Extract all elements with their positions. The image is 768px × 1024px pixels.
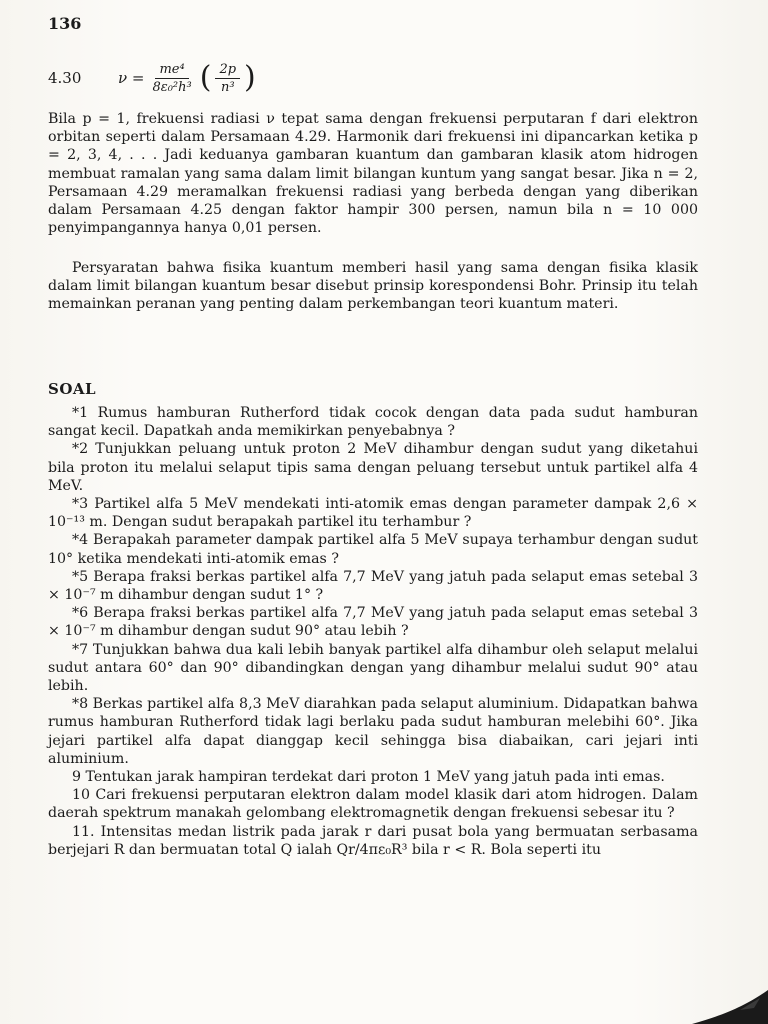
left-paren: ( bbox=[199, 60, 212, 95]
problem-item: *7 Tunjukkan bahwa dua kali lebih banyak partikel alfa dihambur oleh selaput melalui sudut antara 60° dan 90° dibandingkan dengan yang dihambur melalui sudut 90° atau lebih. bbox=[48, 641, 698, 695]
problem-item: *1 Rumus hamburan Rutherford tidak cocok dengan data pada sudut hamburan sangat kecil. Dapatkah anda memikirkan penyebabnya ? bbox=[48, 405, 698, 440]
problem-item: 9 Tentukan jarak hampiran terdekat dari proton 1 MeV yang jatuh pada inti emas. bbox=[72, 769, 665, 786]
fraction-denominator: 8ε₀²h³ bbox=[152, 79, 192, 95]
paragraph-1: Bila p = 1, frekuensi radiasi ν tepat sama dengan frekuensi perputaran f dari elektron orbitan seperti dalam Persamaan 4.29. Harmonik dari frekuensi ini dipancarkan ketika p = 2, 3, 4, . . . Jadi keduanya gambaran kuantum dan gambaran klasik atom hidrogen membuat ramalan yang sama dalam limit bilangan kuntum yang sangat besar. Jika n = 2, Persamaan 4.29 meramalkan frekuensi radiasi yang berbeda dengan yang diberikan dalam Persamaan 4.25 dengan faktor hampir 300 persen, namun bila n = 10 000 penyimpangannya hanya 0,01 persen. bbox=[48, 111, 698, 237]
page-edge-scan-artifact bbox=[688, 984, 768, 1024]
problem-item: *5 Berapa fraksi berkas partikel alfa 7,7 MeV yang jatuh pada selaput emas setebal 3 × 10⁻⁷ m dihambur dengan sudut 1° ? bbox=[48, 568, 698, 604]
problem-item: *4 Berapakah parameter dampak partikel alfa 5 MeV supaya terhambur dengan sudut 10° ketika mendekati inti-atomik emas ? bbox=[48, 532, 698, 567]
problem-item: *2 Tunjukkan peluang untuk proton 2 MeV dihambur dengan sudut yang diketahui bila proton itu melalui selaput tipis sama dengan peluang tersebut untuk partikel alfa 4 MeV. bbox=[48, 441, 698, 494]
paren-numerator: 2p bbox=[215, 62, 240, 79]
problem-item: *3 Partikel alfa 5 MeV mendekati inti-atomik emas dengan parameter dampak 2,6 × 10⁻¹³ m. Dengan sudut berapakah partikel itu terhambur ? bbox=[48, 496, 698, 531]
fraction-numerator: me⁴ bbox=[155, 62, 188, 79]
problem-item: *8 Berkas partikel alfa 8,3 MeV diarahkan pada selaput aluminium. Didapatkan bahwa rumus hamburan Rutherford tidak lagi berlaku pada sudut hamburan melebihi 60°. Jika jejari partikel alfa dapat dianggap kecil sehingga bisa diabaikan, cari jejari inti aluminium. bbox=[48, 696, 698, 767]
right-paren: ) bbox=[244, 60, 256, 95]
problem-item: 10 Cari frekuensi perputaran elektron dalam model klasik dari atom hidrogen. Dalam daerah spektrum manakah gelombang elektromagnetik dengan frekuensi sebesar itu ? bbox=[48, 787, 698, 822]
section-title: SOAL bbox=[48, 380, 97, 398]
equation-body bbox=[118, 62, 256, 95]
paragraph-2: Persyaratan bahwa fisika kuantum memberi hasil yang sama dengan fisika klasik dalam limit bilangan kuantum besar disebut prinsip korespondensi Bohr. Prinsip itu telah memainkan peranan yang penting dalam perkembangan teori kuantum materi. bbox=[48, 260, 698, 313]
equation-fraction bbox=[148, 62, 195, 95]
paragraph-2-block bbox=[48, 259, 698, 314]
problem-item: *6 Berapa fraksi berkas partikel alfa 7,7 MeV yang jatuh pada selaput emas setebal 3 × 10⁻⁷ m dihambur dengan sudut 90° atau lebih ? bbox=[48, 605, 698, 640]
equation-paren-fraction bbox=[215, 62, 240, 95]
equation-number: 4.30 bbox=[48, 69, 82, 87]
problem-list bbox=[48, 404, 698, 859]
paren-denominator: n³ bbox=[220, 79, 235, 95]
paragraph-1-block bbox=[48, 110, 698, 237]
equation-lhs: ν = bbox=[118, 69, 145, 87]
page-number: 136 bbox=[48, 14, 82, 33]
problem-item: 11. Intensitas medan listrik pada jarak r dari pusat bola yang bermuatan serbasama berjejari R dan bermuatan total Q ialah Qr/4πε₀R³ bila r < R. Bola seperti itu bbox=[48, 823, 698, 858]
equation-4-30 bbox=[48, 56, 256, 100]
